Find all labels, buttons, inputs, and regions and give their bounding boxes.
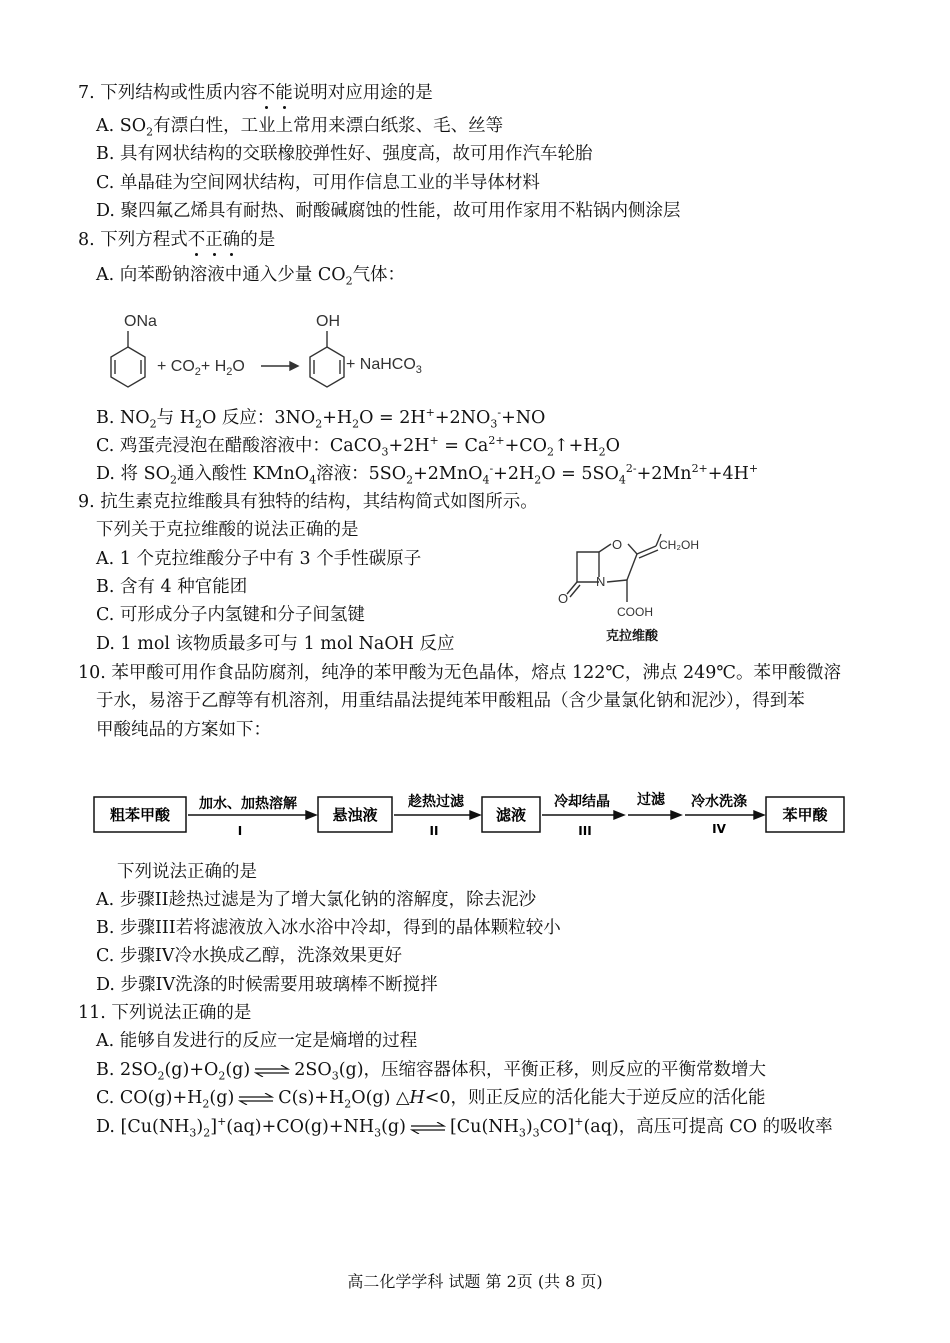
q7-stem: 7. 下列结构或性质内容不能说明对应用途的是 xyxy=(78,83,433,103)
svg-text:冷水洗涤: 冷水洗涤 xyxy=(691,794,747,810)
svg-text:冷却结晶: 冷却结晶 xyxy=(554,794,610,810)
clavulanic-acid-structure xyxy=(555,532,725,648)
svg-text:过滤: 过滤 xyxy=(637,792,665,808)
equilibrium-arrow-icon xyxy=(254,1065,290,1077)
q9-stem: 9. 抗生素克拉维酸具有独特的结构，其结构简式如图所示。 xyxy=(78,492,538,512)
molecule-caption: 克拉维酸 xyxy=(606,629,659,644)
q7-option-b: B. 具有网状结构的交联橡胶弹性好、强度高，故可用作汽车轮胎 xyxy=(96,144,593,164)
equilibrium-arrow-icon xyxy=(238,1093,274,1105)
svg-text:II: II xyxy=(429,824,439,838)
q10-option-a: A. 步骤II趁热过滤是为了增大氯化钠的溶解度，除去泥沙 xyxy=(96,890,537,910)
ring-nitrogen-label: N xyxy=(596,574,606,589)
cooh-label: COOH xyxy=(617,605,653,619)
q11-option-a: A. 能够自发进行的反应一定是熵增的过程 xyxy=(96,1031,418,1051)
equilibrium-arrow-icon xyxy=(410,1122,446,1134)
svg-text:+ NaHCO3: + NaHCO$_3$ xyxy=(346,356,422,376)
svg-text:加水、加热溶解: 加水、加热溶解 xyxy=(199,796,297,812)
q10-stem-line3: 甲酸纯品的方案如下： xyxy=(96,720,271,740)
svg-text:苯甲酸: 苯甲酸 xyxy=(782,806,828,824)
q10-stem-line2: 于水，易溶于乙醇等有机溶剂，用重结晶法提纯苯甲酸粗品（含少量氯化钠和泥沙），得到苯 xyxy=(96,691,805,711)
sodium-phenoxide-structure xyxy=(111,331,145,387)
q8-option-a: A. 向苯酚钠溶液中通入少量 $CO_2$气体： xyxy=(96,265,406,288)
q10-subprompt: 下列说法正确的是 xyxy=(117,862,257,882)
svg-text:滤液: 滤液 xyxy=(495,806,527,824)
q9-option-c: C. 可形成分子内氢键和分子间氢键 xyxy=(96,605,365,625)
oh-label: OH xyxy=(316,313,340,330)
q8-option-b: B. $NO_2$与 $H_2O$ 反应：$3NO_2+H_2O = 2H^++2NO_3^-+NO$ xyxy=(96,406,546,431)
svg-text:IV: IV xyxy=(712,822,726,836)
svg-text:III: III xyxy=(578,824,592,838)
q10-stem-line1: 10. 苯甲酸可用作食品防腐剂，纯净的苯甲酸为无色晶体，熔点 122℃，沸点 249℃。苯甲酸微溶 xyxy=(78,663,841,683)
q8-option-c: C. 鸡蛋壳浸泡在醋酸溶液中：CaCO$_3$+2H+ = $Ca^{2+}+CO_2↑+H_2O$ xyxy=(96,434,620,459)
q9-option-d: D. 1 mol 该物质最多可与 1 mol NaOH 反应 xyxy=(96,634,455,654)
q7-option-d: D. 聚四氟乙烯具有耐热、耐酸碱腐蚀的性能，故可用作家用不粘锅内侧涂层 xyxy=(96,201,681,221)
q11-option-b: B. $2SO_2(g)+O_2(g)$ $2SO_3(g)$，压缩容器体积，平衡正移，则反应的平衡常数增大 xyxy=(96,1060,767,1083)
keto-oxygen-label: O xyxy=(558,591,569,606)
purification-flowchart xyxy=(90,786,850,840)
q8-stem: 8. 下列方程式不正确的是 xyxy=(78,230,276,250)
ona-label: ONa xyxy=(124,313,157,330)
q10-option-c: C. 步骤IV冷水换成乙醇，洗涤效果更好 xyxy=(96,946,402,966)
ch2oh-label: CH₂OH xyxy=(659,538,699,552)
svg-text:+ CO2+ H2O: + $CO_2+ H_2O$ xyxy=(157,358,245,378)
reaction-arrow xyxy=(261,362,298,370)
phenoxide-equation xyxy=(100,305,460,395)
q9-option-a: A. 1 个克拉维酸分子中有 3 个手性碳原子 xyxy=(96,549,422,569)
q11-stem: 11. 下列说法正确的是 xyxy=(78,1003,252,1023)
q8-option-d: D. 将 $SO_2$通入酸性 KMnO$_4$溶液：$5SO_2+2MnO_4^-+2H_2O = 5SO_4^{2-}+2Mn^{2+}+4H^+$ xyxy=(96,462,759,487)
q7-option-a: A. $SO_2$有漂白性，工业上常用来漂白纸浆、毛、丝等 xyxy=(96,116,504,139)
svg-text:悬浊液: 悬浊液 xyxy=(332,806,378,824)
ring-oxygen-label: O xyxy=(612,537,623,552)
q11-option-d: D. $[Cu(NH_3)_2]^+(aq)+CO(g)+NH_3(g)$ $[Cu(NH_3)_3CO]^+(aq)$，高压可提高 CO 的吸收率 xyxy=(96,1115,833,1140)
q10-option-d: D. 步骤IV洗涤的时候需要用玻璃棒不断搅拌 xyxy=(96,975,438,995)
q10-option-b: B. 步骤III若将滤液放入冰水浴中冷却，得到的晶体颗粒较小 xyxy=(96,918,561,938)
q9-option-b: B. 含有 4 种官能团 xyxy=(96,577,248,597)
q11-option-c: C. $CO(g)+H_2(g)$ $C(s)+H_2O(g)$ △H<0，则正反应的活化能大于逆反应的活化能 xyxy=(96,1088,766,1111)
svg-text:趁热过滤: 趁热过滤 xyxy=(408,794,464,810)
page-footer: 高二化学学科 试题 第 2页 (共 8 页) xyxy=(347,1272,603,1291)
q9-subprompt: 下列关于克拉维酸的说法正确的是 xyxy=(96,520,359,540)
phenol-structure xyxy=(310,331,344,387)
svg-text:粗苯甲酸: 粗苯甲酸 xyxy=(109,806,171,824)
svg-text:I: I xyxy=(237,824,243,838)
q7-option-c: C. 单晶硅为空间网状结构，可用作信息工业的半导体材料 xyxy=(96,173,540,193)
